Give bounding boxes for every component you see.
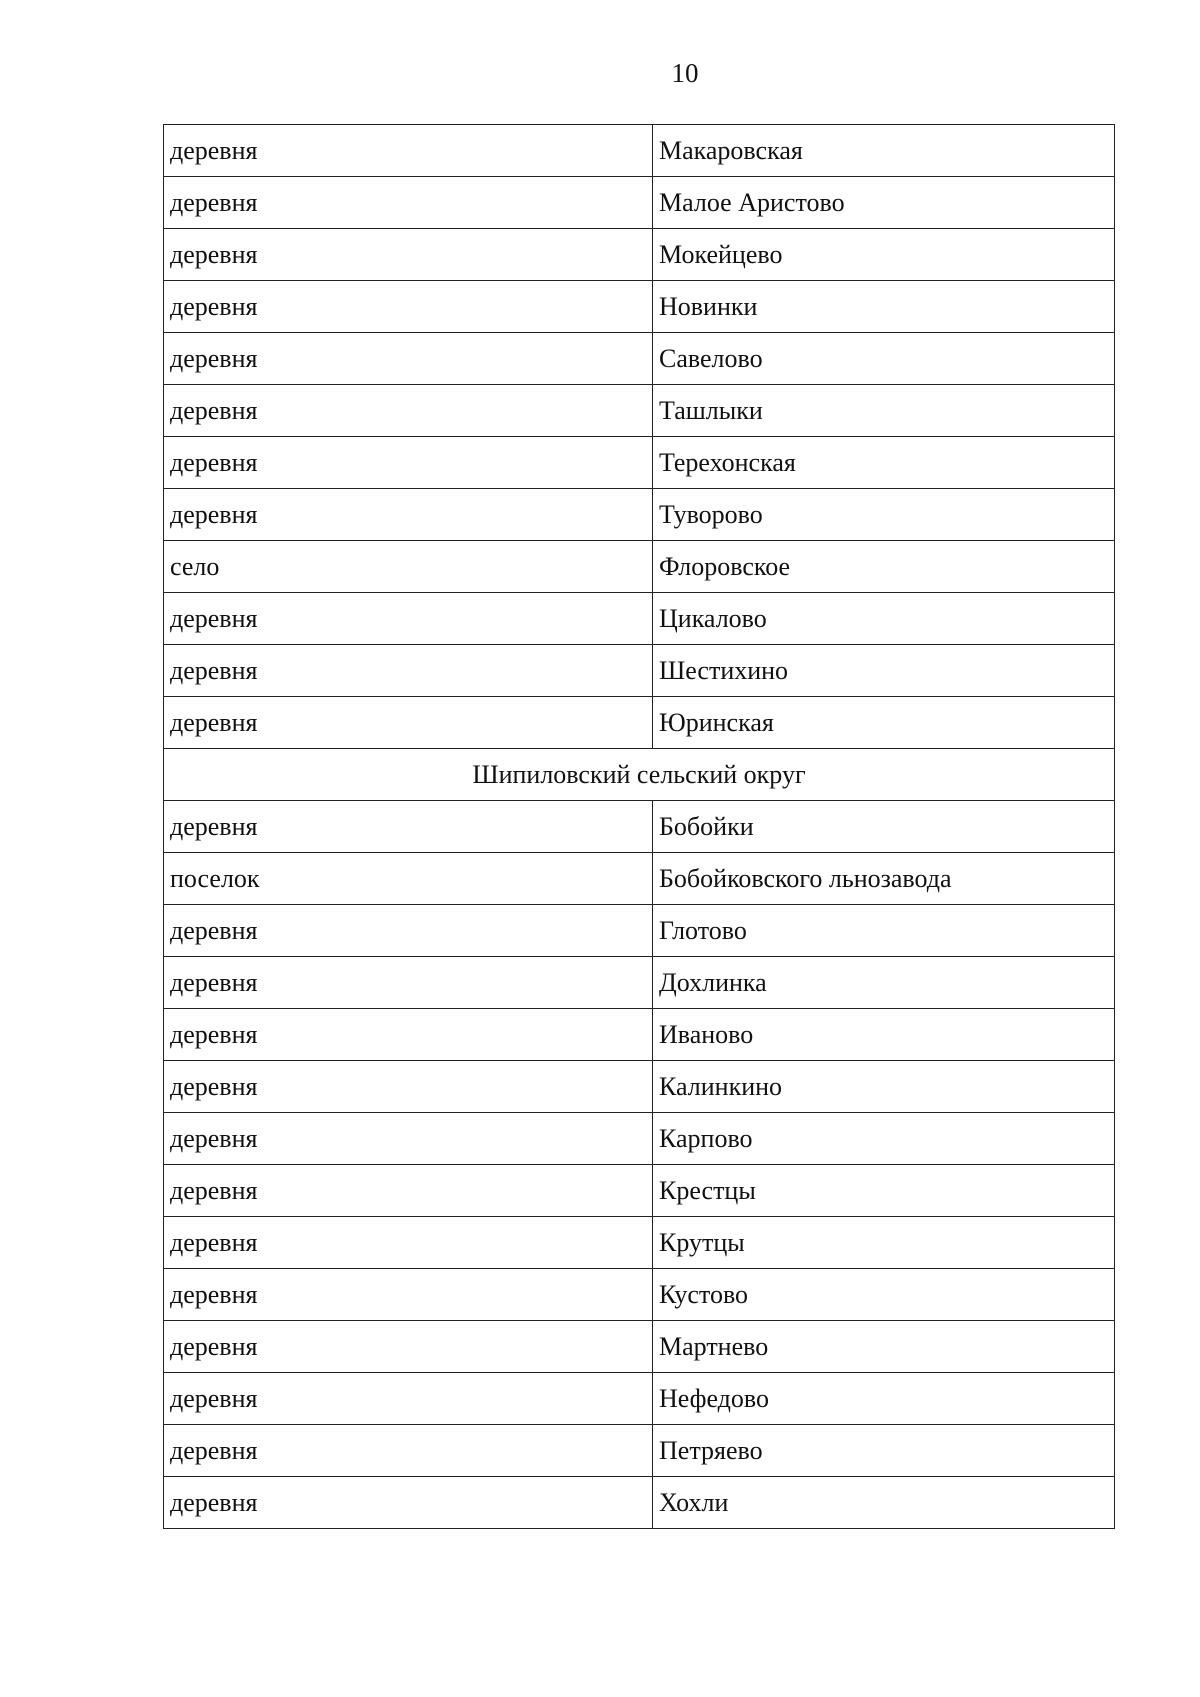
settlement-name-cell: Бобойки [653,801,1115,853]
settlement-type-cell: деревня [164,385,653,437]
settlement-type-cell: деревня [164,1113,653,1165]
table-row [164,1009,1115,1061]
section-header-row [164,749,1115,801]
table-row [164,957,1115,1009]
table-row [164,801,1115,853]
table-row [164,489,1115,541]
table-row [164,1269,1115,1321]
table-row [164,125,1115,177]
settlement-name-cell: Терехонская [653,437,1115,489]
table-row [164,177,1115,229]
table-row [164,1217,1115,1269]
settlement-type-cell: деревня [164,1321,653,1373]
settlement-name-cell: Иваново [653,1009,1115,1061]
table-row [164,1373,1115,1425]
table-row [164,1061,1115,1113]
settlement-type-cell: деревня [164,281,653,333]
settlement-type-cell: деревня [164,333,653,385]
settlement-name-cell: Цикалово [653,593,1115,645]
table-row [164,1425,1115,1477]
settlement-name-cell: Юринская [653,697,1115,749]
settlement-name-cell: Карпово [653,1113,1115,1165]
table-row [164,1165,1115,1217]
settlement-type-cell: деревня [164,957,653,1009]
settlement-name-cell: Ташлыки [653,385,1115,437]
table-row [164,853,1115,905]
settlement-name-cell: Савелово [653,333,1115,385]
table-row [164,905,1115,957]
settlement-type-cell: деревня [164,229,653,281]
settlement-name-cell: Нефедово [653,1373,1115,1425]
table-row [164,385,1115,437]
settlement-name-cell: Новинки [653,281,1115,333]
settlement-name-cell: Макаровская [653,125,1115,177]
table-row [164,333,1115,385]
settlement-type-cell: деревня [164,437,653,489]
settlement-type-cell: деревня [164,905,653,957]
settlement-type-cell: деревня [164,593,653,645]
settlement-type-cell: деревня [164,697,653,749]
settlement-name-cell: Мокейцево [653,229,1115,281]
settlement-name-cell: Шестихино [653,645,1115,697]
settlement-name-cell: Крутцы [653,1217,1115,1269]
table-row [164,593,1115,645]
settlement-name-cell: Флоровское [653,541,1115,593]
settlement-type-cell: деревня [164,1165,653,1217]
settlement-name-cell: Хохли [653,1477,1115,1529]
settlement-type-cell: деревня [164,125,653,177]
settlement-type-cell: деревня [164,1009,653,1061]
table-row [164,281,1115,333]
settlement-name-cell: Мартнево [653,1321,1115,1373]
settlement-name-cell: Петряево [653,1425,1115,1477]
settlement-type-cell: деревня [164,1269,653,1321]
table-row [164,1321,1115,1373]
settlement-name-cell: Туворово [653,489,1115,541]
settlement-type-cell: деревня [164,177,653,229]
settlement-name-cell: Малое Аристово [653,177,1115,229]
section-title: Шипиловский сельский округ [164,749,1115,801]
settlement-type-cell: деревня [164,1061,653,1113]
settlement-type-cell: поселок [164,853,653,905]
settlements-table [163,124,1115,1529]
settlement-type-cell: деревня [164,645,653,697]
settlement-type-cell: село [164,541,653,593]
settlement-name-cell: Глотово [653,905,1115,957]
settlement-name-cell: Крестцы [653,1165,1115,1217]
table-row [164,1113,1115,1165]
settlement-type-cell: деревня [164,1425,653,1477]
table-row [164,645,1115,697]
table-row [164,1477,1115,1529]
table-row [164,437,1115,489]
settlement-type-cell: деревня [164,1477,653,1529]
table-row [164,229,1115,281]
settlement-name-cell: Дохлинка [653,957,1115,1009]
table-row [164,697,1115,749]
page-number: 10 [671,58,699,88]
settlement-name-cell: Бобойковского льнозавода [653,853,1115,905]
settlement-type-cell: деревня [164,1217,653,1269]
settlement-type-cell: деревня [164,489,653,541]
settlements-table-body [164,125,1115,1529]
settlement-name-cell: Калинкино [653,1061,1115,1113]
settlement-name-cell: Кустово [653,1269,1115,1321]
settlement-type-cell: деревня [164,1373,653,1425]
settlement-type-cell: деревня [164,801,653,853]
table-row [164,541,1115,593]
